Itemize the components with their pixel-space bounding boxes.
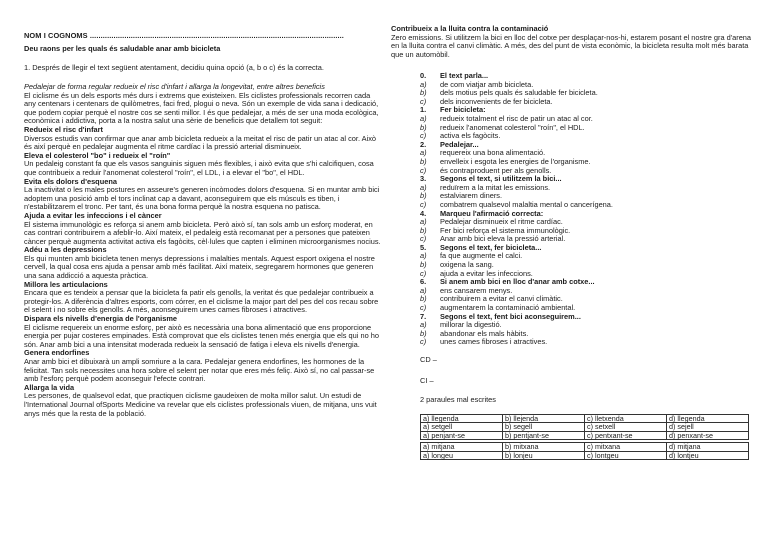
score-ci: CI – — [420, 376, 434, 385]
option-text: augmentarem la contaminació ambiental. — [440, 303, 576, 313]
section-heading: Eleva el colesterol "bo" i redueix el "roín" — [24, 150, 171, 160]
answer-option[interactable] — [420, 338, 760, 347]
section-heading: Allarga la vida — [24, 382, 75, 392]
word-option[interactable]: b) lonjeu — [503, 451, 585, 459]
word-option[interactable]: a) mitjana — [421, 443, 503, 451]
article-sections — [24, 126, 382, 418]
word-option[interactable]: c) mitxana — [585, 443, 667, 451]
option-letter: a) — [420, 320, 427, 330]
question-number: 1. — [420, 105, 427, 115]
option-letter: b) — [420, 156, 427, 166]
option-letter: b) — [420, 191, 427, 201]
right-intro-text: Zero emissions. Si utilitzem la bici en lloc del cotxe per desplaçar-nos-hi, estarem posant el nostre gra d'arena en la lluita contra el canvi climàtic. A més, des del punt de vista econòmic, la bicicleta resulta molt més barata que un automòbil. — [391, 32, 752, 59]
question-text: Segons el text, si utilitzem la bici... — [440, 174, 562, 184]
word-option[interactable]: a) llegenda — [421, 415, 503, 423]
score-cd: CD – — [420, 355, 437, 364]
word-option[interactable]: b) segell — [503, 423, 585, 431]
section-text: La inactivitat o les males postures en asseure's generen incòmodes dolors d'esquena. Si en muntar amb bici adoptem una posició amb el tors inclinat cap a davant, aconseguirem que els músculs es tiben, i n'estabilitzarem el tronc. Per tant, és una bona forma perquè la nostra esquena no patisca. — [24, 185, 380, 212]
option-text: dels inconvenients de fer bicicleta. — [440, 96, 553, 106]
option-letter: c) — [420, 268, 427, 278]
option-text: Pedalejar disminueix el ritme cardíac. — [440, 217, 563, 227]
word-option[interactable]: c) lontgeu — [585, 451, 667, 459]
section-text: Les persones, de qualsevol edat, que practiquen ciclisme gaudeixen de molta millor salut. Un estudi de l'International Journal ofSports Medicine va revelar que els ciclistes professionals viuen, de mitjana, uns vuit anys més que la resta de la població. — [24, 391, 377, 418]
question-text: Si anem amb bici en lloc d'anar amb cotxe... — [440, 277, 595, 287]
option-letter: a) — [420, 285, 427, 295]
question-text: Fer bicicleta: — [440, 105, 486, 115]
section-heading: Ajuda a evitar les infeccions i el càncer — [24, 210, 162, 220]
word-option[interactable]: a) longeu — [421, 451, 503, 459]
section-text: El sistema immunològic es reforça si anem amb bicicleta. Però això sí, tan sols amb un esforç moderat, en cas contrari contribuirem a afeblir-lo. Així mateix, el pedaleig està recomanat per a persones que pateixen càncer perquè augmenta activitat activa els fagòcits, cèl·lules que capten i eliminen microorganismes nocius. — [24, 219, 381, 246]
option-text: abandonar els mals hàbits. — [440, 328, 529, 338]
question-number: 4. — [420, 208, 427, 218]
option-text: de com viatjar amb bicicleta. — [440, 79, 534, 89]
option-letter: c) — [420, 303, 427, 313]
section-heading: Redueix el risc d'infart — [24, 124, 103, 134]
word-option[interactable]: c) pentxant-se — [585, 431, 667, 439]
word-option[interactable]: d) mitjana — [667, 443, 749, 451]
word-option[interactable]: b) mitxana — [503, 443, 585, 451]
section-text: Diversos estudis van confirmar que anar amb bicicleta redueix a la meitat el risc de patir un atac al cor. Això és així perquè en pedalejar augmenta el ritme cardíac i la pressió arterial disminueix. — [24, 133, 377, 152]
instruction: 1. Després de llegir el text següent atentament, decidiu quina opció (a, b o c) és la correcta. — [24, 63, 324, 72]
word-option[interactable]: b) pentjant-se — [503, 431, 585, 439]
option-text: redueix l'anomenat colesterol "roín", el HDL. — [440, 122, 585, 132]
option-text: Anar amb bici eleva la pressió arterial. — [440, 234, 566, 244]
option-text: dels motius pels quals és saludable fer bicicleta. — [440, 88, 598, 98]
option-letter: b) — [420, 88, 427, 98]
table-row — [421, 443, 749, 451]
article-lead: Pedalejar de forma regular redueix el risc d'infart i allarga la longevitat, entre altres beneficis — [24, 82, 325, 91]
option-letter: a) — [420, 113, 427, 123]
question-text: Marqueu l'afirmació correcta: — [440, 208, 544, 218]
option-text: unes cames fibroses i atractives. — [440, 337, 548, 347]
option-letter: b) — [420, 328, 427, 338]
quiz — [420, 72, 760, 347]
question-number: 3. — [420, 174, 427, 184]
article-intro: El ciclisme és un dels esports més durs i extrems que existeixen. Els ciclistes professionals recorren cada any centenars i centenars de quilòmetres, faci fred, plogui o neva. Són un exemple de vida sana i dedicació, que podem copiar perquè el nostre cos se senti millor. I és que pedalejar, a més de ser una moda ecològica, econòmica i addictiva, porta a la nostra salut una sèrie de beneficis que detallem tot seguit: — [24, 90, 379, 126]
option-text: oxigena la sang. — [440, 260, 494, 270]
word-option[interactable]: d) llegenda — [667, 415, 749, 423]
word-option[interactable]: d) lontjeu — [667, 451, 749, 459]
option-letter: c) — [420, 234, 427, 244]
table-row — [421, 415, 749, 423]
option-letter: a) — [420, 148, 427, 158]
option-text: requereix una bona alimentació. — [440, 148, 546, 158]
question-number: 2. — [420, 139, 427, 149]
words-table — [420, 414, 749, 460]
question-text: Segons el text, fer bicicleta... — [440, 242, 542, 252]
section-heading: Adéu a les depressions — [24, 245, 107, 255]
option-letter: a) — [420, 182, 427, 192]
option-text: envelleix i esgota les energies de l'organisme. — [440, 156, 591, 166]
option-letter: c) — [420, 199, 427, 209]
question-text: Segons el text, fent bici aconseguirem... — [440, 311, 581, 321]
word-option[interactable]: a) penjant-se — [421, 431, 503, 439]
option-letter: b) — [420, 260, 427, 270]
right-intro-heading: Contribueix a la lluita contra la contaminació — [391, 24, 549, 33]
word-option[interactable]: d) sejell — [667, 423, 749, 431]
option-letter: c) — [420, 165, 427, 175]
words-title: 2 paraules mal escrites — [420, 395, 496, 404]
question-text: Pedalejar... — [440, 139, 479, 149]
option-letter: c) — [420, 96, 427, 106]
question-number: 5. — [420, 242, 427, 252]
option-letter: a) — [420, 79, 427, 89]
article — [24, 83, 382, 418]
option-text: és contraproduent per als genolls. — [440, 165, 552, 175]
section-text: Un pedaleig constant fa que els vasos sanguinis siguen més flexibles, i això evita que s'hi calcifiquen, cosa que contribueix a reduir l'anomenat colesterol "roín", el LDL, i a elevar el "bo", el HDL. — [24, 159, 374, 177]
section-heading: Genera endorfines — [24, 348, 90, 358]
option-text: reduïrem a la mitat les emissions. — [440, 182, 551, 192]
table-row — [421, 451, 749, 459]
option-letter: b) — [420, 294, 427, 304]
word-option[interactable]: c) setxell — [585, 423, 667, 431]
option-text: ajuda a evitar les infeccions. — [440, 268, 533, 278]
name-label: NOM I COGNOMS ...................................................................................................................... — [24, 31, 344, 40]
question-number: 7. — [420, 311, 427, 321]
option-letter: a) — [420, 251, 427, 261]
option-text: estalviarem diners. — [440, 191, 503, 201]
option-letter: b) — [420, 225, 427, 235]
option-text: millorar la digestió. — [440, 320, 502, 330]
right-intro — [391, 25, 753, 59]
option-text: Fer bici reforça el sistema immunològic. — [440, 225, 571, 235]
word-option[interactable]: b) llejenda — [503, 415, 585, 423]
option-text: combatrem qualsevol malaltia mental o cancerígena. — [440, 199, 613, 209]
document-title: Deu raons per les quals és saludable anar amb bicicleta — [24, 44, 221, 53]
section-text: El ciclisme requereix un enorme esforç, per això es necessària una bona alimentació que ens proporcione energia per pujar costeres empinades. Està comprovat que els ciclistes tenen més energia que els qui no ho són. Anar amb bici a una intensitat moderada redueix la sensació de fatiga i eleva els nivells d'energia. — [24, 322, 379, 349]
word-option[interactable]: d) penxant-se — [667, 431, 749, 439]
section-text: Els qui munten amb bicicleta tenen menys depressions i malalties mentals. Aquest esport oxigena el nostre cervell, la qual cosa ens ajuda a pensar amb més facilitat. Així mateix, segregarem hormones que generen una sana addicció a aquesta pràctica. — [24, 253, 375, 281]
section-heading: Evita els dolors d'esquena — [24, 176, 117, 186]
option-text: ens cansarem menys. — [440, 285, 513, 295]
option-text: contribuirem a evitar el canvi climàtic. — [440, 294, 563, 304]
table-row — [421, 431, 749, 439]
section-heading: Dispara els nivells d'energia de l'organisme — [24, 314, 178, 324]
question-text: El text parla... — [440, 71, 489, 80]
option-letter: b) — [420, 122, 427, 132]
word-option[interactable]: a) setgell — [421, 423, 503, 431]
section-heading: Millora les articulacions — [24, 279, 108, 289]
option-letter: c) — [420, 131, 427, 141]
word-option[interactable]: c) lletxenda — [585, 415, 667, 423]
question-number: 6. — [420, 277, 427, 287]
option-letter: c) — [420, 337, 427, 347]
option-text: redueix totalment el risc de patir un atac al cor. — [440, 113, 593, 123]
option-text: fa que augmente el calci. — [440, 251, 523, 261]
option-text: activa els fagòcits. — [440, 131, 501, 141]
section-text: Encara que es tendeix a pensar que la bicicleta fa patir els genolls, la veritat és que pedalejar contribueix a protegir-los. A diferència d'altres esports, com córrer, en el ciclisme la major part del pes del cos recau sobre el selent i no sobre els genolls. A més, aconseguirem unes cames fibroses i atractives. — [24, 288, 379, 315]
option-letter: a) — [420, 217, 427, 227]
section-text: Anar amb bici et dibuixarà un ampli somriure a la cara. Pedalejar genera endorfines, les hormones de la felicitat. Tan sols necessites una hora sobre el selent per notar que eres més feliç. Això sí, no cal passar-se amb l'esforç perquè podem aconseguir l'efecte contrari. — [24, 357, 375, 384]
question-number: 0. — [420, 71, 427, 80]
